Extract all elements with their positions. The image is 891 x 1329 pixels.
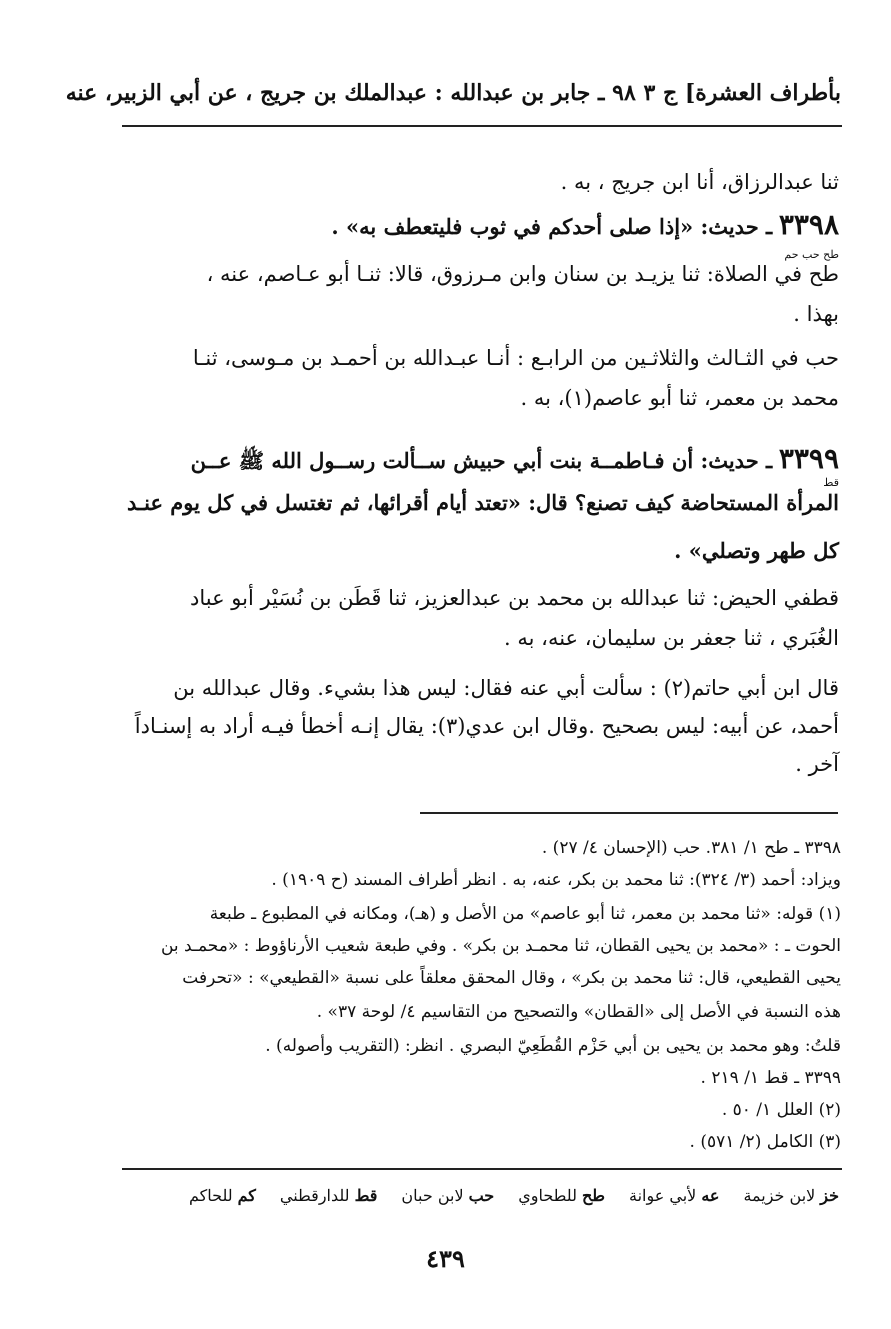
- hadith-text: ـ حديث: «إذا صلى أحدكم في ثوب فليتعطف به» .: [331, 214, 773, 239]
- legend-item: خز لابن خزيمة: [743, 1186, 839, 1205]
- text-line: آخر .: [795, 752, 839, 776]
- legend-item: كم للحاكم: [188, 1186, 256, 1205]
- source-symbols: طح حب حم: [784, 248, 839, 261]
- source-symbol: قط: [823, 476, 839, 489]
- footnote-line: هذه النسبة في الأصل إلى «القطان» والتصحيح من التقاسيم ٤/ لوحة ٣٧» .: [316, 1002, 841, 1022]
- footnote-line: ٣٣٩٨ ـ طح ١/ ٣٨١. حب (الإحسان ٤/ ٢٧) .: [541, 838, 841, 858]
- text-line: ثنا عبدالرزاق، أنا ابن جريج ، به .: [560, 170, 839, 194]
- footnote-line: (٣) الكامل (٢/ ٥٧١) .: [689, 1132, 841, 1152]
- hadith-number: ٣٣٩٨: [778, 208, 839, 241]
- footnote-line: قلتُ: وهو محمد بن يحيى بن أبي حَزْم القُطَعِيّ البصري . انظر: (التقريب وأصوله) .: [265, 1036, 841, 1056]
- text-line: المرأة المستحاضة كيف تصنع؟ قال: «تعتد أيام أقرائها، ثم تغتسل في كل يوم عنـد: [126, 490, 839, 515]
- footnote-line: الحوت ـ : «محمد بن يحيى القطان، ثنا محمـد بن بكر» . وفي طبعة شعيب الأرناؤوط : «محمـد بن: [160, 936, 841, 956]
- legend-item: قط للدارقطني: [279, 1186, 378, 1205]
- hadith-text: ـ حديث: أن فـاطمــة بنت أبي حبيش ســألت رســول الله ﷺ عــن: [190, 448, 773, 473]
- footnote-rule: [420, 812, 838, 814]
- text-line: أحمد، عن أبيه: ليس بصحيح .وقال ابن عدي(٣): يقال إنـه أخطأ فيـه أراد به إسنـاداً: [134, 714, 839, 738]
- hadith-3399-heading: [191, 442, 839, 479]
- footnote-line: (١) قوله: «ثنا محمد بن معمر، ثنا أبو عاصم» من الأصل و (هـ)، ومكانه في المطبوع ـ طبعة: [209, 904, 841, 924]
- text-line: طح في الصلاة: ثنا يزيـد بن سنان وابن مـرزوق، قالا: ثنـا أبو عـاصم، عنه ،: [206, 262, 839, 286]
- text-line: الغُبَري ، ثنا جعفر بن سليمان، عنه، به .: [504, 626, 839, 650]
- abbreviation-legend: [189, 1186, 839, 1205]
- footnote-line: ٣٣٩٩ ـ قط ١/ ٢١٩ .: [700, 1068, 841, 1088]
- text-line: كل طهر وتصلي» .: [674, 538, 839, 563]
- footnote-line: يحيى القطيعي، قال: ثنا محمد بن بكر» ، وقال المحقق معلقاً على نسبة «القطيعي» : «تحرفت: [182, 968, 841, 988]
- footnote-line: (٢) العلل ١/ ٥٠ .: [721, 1100, 841, 1120]
- footnote-line: ويزاد: أحمد (٣/ ٣٢٤): ثنا محمد بن بكر، عنه، به . انظر أطراف المسند (ح ١٩٠٩) .: [271, 870, 841, 890]
- text-line: محمد بن معمر، ثنا أبو عاصم(١)، به .: [520, 386, 839, 410]
- legend-item: طح للطحاوي: [518, 1186, 606, 1205]
- legend-item: حب لابن حبان: [401, 1186, 495, 1205]
- header-rule: [122, 125, 842, 127]
- text-line: قال ابن أبي حاتم(٢) : سألت أبي عنه فقال: ليس هذا بشيء. وقال عبدالله بن: [173, 676, 839, 700]
- legend-rule: [122, 1168, 842, 1170]
- hadith-3398-heading: [331, 208, 839, 241]
- text-line: حب في الثـالث والثلاثـين من الرابـع : أنـا عبـدالله بن أحمـد بن مـوسى، ثنـا: [192, 346, 839, 370]
- running-header: بأطراف العشرة] ج ٣ ٩٨ ـ جابر بن عبدالله : عبدالملك بن جريج ، عن أبي الزبير، عنه: [65, 80, 841, 106]
- page-number: ٤٣٩: [426, 1244, 465, 1273]
- legend-item: عه لأبي عوانة: [629, 1186, 720, 1205]
- text-line: قطفي الحيض: ثنا عبدالله بن محمد بن عبدالعزيز، ثنا قَطَن بن نُسَيْر أبو عباد: [189, 586, 839, 610]
- hadith-number: ٣٣٩٩: [778, 442, 839, 475]
- text-line: بهذا .: [793, 302, 839, 326]
